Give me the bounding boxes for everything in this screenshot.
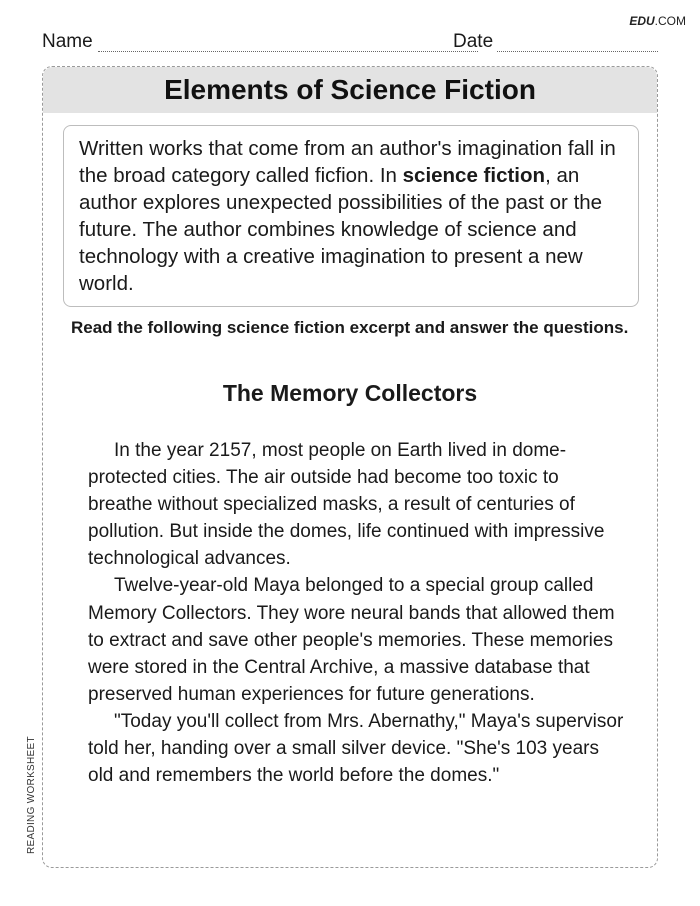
story-paragraph: In the year 2157, most people on Earth lived in dome-protected cities. The air outside had become too toxic to breathe without specialized masks, a result of centuries of pollution. But inside the domes, life continued with impressive technological advances.: [88, 440, 605, 570]
worksheet-title: Elements of Science Fiction: [43, 67, 657, 113]
intro-text: Written works that come from an author's imagination fall in the broad category called ficfion. In science fiction, an author explores unexpected possibilities of the past or the future. The author combines knowledge of science and technology with a creative imagination to present a new world.: [79, 137, 616, 295]
side-label: READING WORKSHEET: [26, 736, 37, 854]
story-title: The Memory Collectors: [222, 380, 478, 406]
name-line: [98, 51, 478, 52]
date-line: [497, 51, 658, 52]
intro-box: [63, 125, 639, 307]
story-paragraph: Twelve-year-old Maya belonged to a special group called Memory Collectors. They wore neural bands that allowed them to extract and save other people's memories. These memories were stored in the Central Archive, a massive database that preserved human experiences for future generations.: [88, 575, 615, 705]
intro-bold-term: science fiction: [402, 164, 546, 187]
name-date-row: [42, 31, 658, 55]
story-paragraph: "Today you'll collect from Mrs. Abernathy," Maya's supervisor told her, handing over a small silver device. "She's 103 years old and remembers the world before the domes.": [88, 710, 624, 787]
date-label: Date: [453, 31, 494, 52]
name-label: Name: [42, 31, 93, 52]
story-excerpt: [88, 437, 628, 789]
brand-logo: EDU.COM: [629, 14, 686, 28]
worksheet-card: [42, 66, 658, 868]
instructions: Read the following science fiction excerpt and answer the questions.: [71, 318, 629, 337]
